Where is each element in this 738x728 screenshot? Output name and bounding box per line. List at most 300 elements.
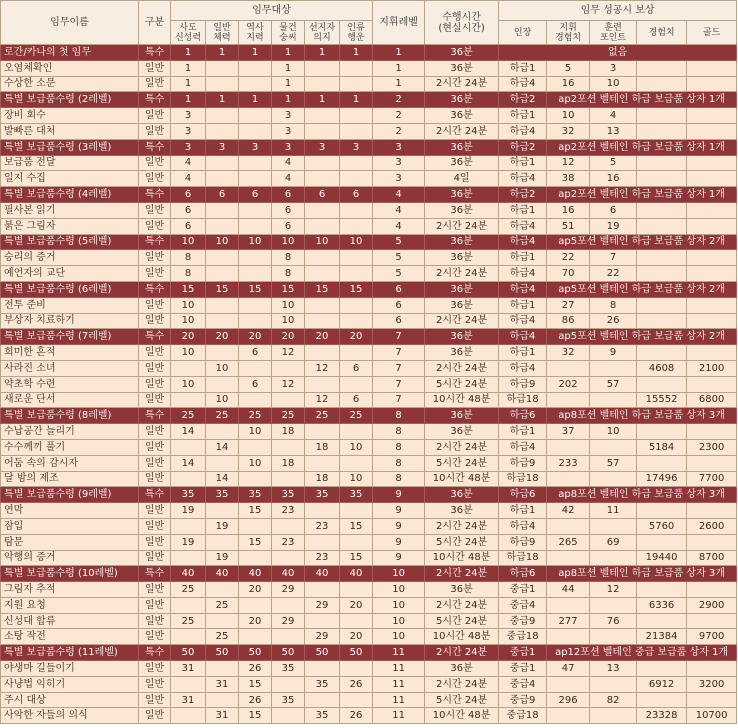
target-cell: 29 <box>305 597 340 613</box>
category-cell: 일반 <box>139 708 171 724</box>
category-cell: 특수 <box>139 187 171 203</box>
mission-name-cell: 새로운 단서 <box>1 392 139 408</box>
target-cell <box>171 360 206 376</box>
training-point-cell: 6 <box>590 202 637 218</box>
training-point-cell: 12 <box>590 582 637 598</box>
command-xp-cell <box>547 597 590 613</box>
target-cell: 26 <box>340 676 373 692</box>
target-cell: 3 <box>272 123 305 139</box>
target-cell <box>206 534 239 550</box>
target-cell: 12 <box>305 392 340 408</box>
training-point-cell: 9 <box>590 345 637 361</box>
target-cell: 15 <box>305 281 340 297</box>
seal-cell: 하급1 <box>499 424 547 440</box>
target-cell: 1 <box>272 92 305 108</box>
training-point-cell: 16 <box>590 171 637 187</box>
mission-name-cell: 특별 보급품수령 (2레벨) <box>1 92 139 108</box>
table-row <box>1 439 737 455</box>
command-xp-cell <box>547 518 590 534</box>
mission-name-cell: 지원 요청 <box>1 597 139 613</box>
target-cell: 26 <box>340 708 373 724</box>
target-cell <box>206 661 239 677</box>
category-cell: 일반 <box>139 534 171 550</box>
target-cell: 1 <box>305 45 340 61</box>
category-cell: 특수 <box>139 408 171 424</box>
target-cell <box>340 155 373 171</box>
category-cell: 일반 <box>139 661 171 677</box>
mission-name-cell: 연막 <box>1 503 139 519</box>
duration-cell: 2시간 24분 <box>425 123 499 139</box>
command-xp-cell: 44 <box>547 582 590 598</box>
training-point-cell <box>590 471 637 487</box>
target-cell <box>272 708 305 724</box>
target-cell: 35 <box>340 487 373 503</box>
target-cell: 8 <box>272 250 305 266</box>
target-cell: 26 <box>239 692 272 708</box>
target-cell <box>340 503 373 519</box>
seal-cell: 하급1 <box>499 155 547 171</box>
mission-name-cell: 악행의 증거 <box>1 550 139 566</box>
target-cell <box>239 250 272 266</box>
reward-item-cell: ap8포션 벨테인 하급 보급품 상자 3개 <box>547 408 737 424</box>
mission-name-cell: 사라진 소녀 <box>1 360 139 376</box>
target-cell <box>272 360 305 376</box>
mission-name-cell: 로간/카나의 첫 임무 <box>1 45 139 61</box>
target-cell <box>206 218 239 234</box>
target-cell <box>305 376 340 392</box>
seal-cell: 중급4 <box>499 597 547 613</box>
target-cell <box>340 250 373 266</box>
duration-cell: 36분 <box>425 408 499 424</box>
gold-cell <box>687 424 737 440</box>
category-cell: 일반 <box>139 123 171 139</box>
target-cell: 6 <box>239 187 272 203</box>
target-cell: 10 <box>206 392 239 408</box>
target-cell: 1 <box>171 60 206 76</box>
target-cell <box>239 155 272 171</box>
target-cell: 20 <box>340 329 373 345</box>
duration-cell: 5시간 24분 <box>425 455 499 471</box>
duration-cell: 10시간 48분 <box>425 629 499 645</box>
target-cell: 3 <box>272 139 305 155</box>
target-cell: 6 <box>305 187 340 203</box>
table-row <box>1 518 737 534</box>
command-level-cell: 1 <box>373 45 425 61</box>
duration-cell: 36분 <box>425 329 499 345</box>
target-cell: 18 <box>272 424 305 440</box>
target-cell <box>272 676 305 692</box>
command-level-cell: 7 <box>373 345 425 361</box>
target-cell <box>340 534 373 550</box>
mission-name-cell: 특별 보급품수령 (5레벨) <box>1 234 139 250</box>
mission-name-cell: 탐문 <box>1 534 139 550</box>
mission-name-cell: 승리의 증거 <box>1 250 139 266</box>
command-xp-cell: 51 <box>547 218 590 234</box>
target-cell <box>206 108 239 124</box>
command-level-cell: 5 <box>373 266 425 282</box>
mission-name-cell: 약초학 수련 <box>1 376 139 392</box>
target-cell: 10 <box>171 234 206 250</box>
xp-cell <box>637 108 687 124</box>
table-row <box>1 250 737 266</box>
seal-cell: 중급18 <box>499 708 547 724</box>
target-cell <box>305 297 340 313</box>
target-cell: 35 <box>272 487 305 503</box>
duration-cell: 2시간 24분 <box>425 218 499 234</box>
target-cell: 50 <box>239 645 272 661</box>
seal-cell: 하급9 <box>499 455 547 471</box>
seal-cell: 하급4 <box>499 329 547 345</box>
table-row <box>1 613 737 629</box>
target-cell <box>340 582 373 598</box>
target-cell: 15 <box>171 281 206 297</box>
duration-cell: 36분 <box>425 187 499 203</box>
target-cell: 19 <box>206 550 239 566</box>
target-cell: 18 <box>272 455 305 471</box>
target-cell: 19 <box>171 503 206 519</box>
target-cell: 29 <box>272 613 305 629</box>
target-cell: 26 <box>239 661 272 677</box>
seal-cell: 하급6 <box>499 566 547 582</box>
table-row <box>1 345 737 361</box>
command-xp-cell <box>547 676 590 692</box>
target-cell: 15 <box>239 281 272 297</box>
table-row <box>1 629 737 645</box>
seal-cell: 하급4 <box>499 123 547 139</box>
xp-cell: 4608 <box>637 360 687 376</box>
gold-cell <box>687 218 737 234</box>
target-cell: 35 <box>305 487 340 503</box>
header-target-1: 일반 체력 <box>206 21 239 45</box>
category-cell: 특수 <box>139 566 171 582</box>
category-cell: 일반 <box>139 376 171 392</box>
target-cell <box>305 108 340 124</box>
training-point-cell: 8 <box>590 297 637 313</box>
xp-cell <box>637 661 687 677</box>
target-cell: 35 <box>272 661 305 677</box>
command-level-cell: 9 <box>373 503 425 519</box>
target-cell: 12 <box>272 376 305 392</box>
target-cell: 1 <box>171 92 206 108</box>
target-cell: 6 <box>171 202 206 218</box>
target-cell: 3 <box>340 139 373 155</box>
category-cell: 일반 <box>139 108 171 124</box>
command-level-cell: 7 <box>373 376 425 392</box>
target-cell: 31 <box>171 692 206 708</box>
header-reward-1: 지휘 경험치 <box>547 21 590 45</box>
gold-cell <box>687 250 737 266</box>
seal-cell: 하급2 <box>499 92 547 108</box>
gold-cell: 2900 <box>687 597 737 613</box>
target-cell <box>206 266 239 282</box>
target-cell: 25 <box>340 408 373 424</box>
seal-cell: 하급18 <box>499 550 547 566</box>
mission-name-cell: 특별 보급품수령 (8레벨) <box>1 408 139 424</box>
target-cell <box>206 171 239 187</box>
table-row <box>1 266 737 282</box>
target-cell: 6 <box>340 360 373 376</box>
seal-cell: 하급18 <box>499 471 547 487</box>
duration-cell: 36분 <box>425 60 499 76</box>
target-cell: 25 <box>305 408 340 424</box>
command-level-cell: 6 <box>373 281 425 297</box>
table-row <box>1 424 737 440</box>
target-cell <box>305 171 340 187</box>
command-level-cell: 10 <box>373 582 425 598</box>
target-cell: 20 <box>239 329 272 345</box>
target-cell: 20 <box>239 613 272 629</box>
target-cell <box>340 202 373 218</box>
command-level-cell: 9 <box>373 550 425 566</box>
target-cell <box>340 692 373 708</box>
category-cell: 일반 <box>139 424 171 440</box>
duration-cell: 36분 <box>425 92 499 108</box>
target-cell: 15 <box>340 550 373 566</box>
category-cell: 일반 <box>139 597 171 613</box>
target-cell: 1 <box>340 45 373 61</box>
command-level-cell: 8 <box>373 424 425 440</box>
training-point-cell: 11 <box>590 503 637 519</box>
target-cell <box>206 202 239 218</box>
reward-item-cell: ap2포션 벨테인 하급 보급품 상자 1개 <box>547 187 737 203</box>
target-cell <box>272 439 305 455</box>
gold-cell <box>687 108 737 124</box>
seal-cell: 하급9 <box>499 534 547 550</box>
command-xp-cell: 22 <box>547 250 590 266</box>
target-cell <box>171 392 206 408</box>
target-cell: 1 <box>272 60 305 76</box>
target-cell <box>239 597 272 613</box>
target-cell: 10 <box>171 297 206 313</box>
category-cell: 일반 <box>139 692 171 708</box>
command-xp-cell: 47 <box>547 661 590 677</box>
target-cell: 4 <box>171 155 206 171</box>
command-level-cell: 7 <box>373 360 425 376</box>
target-cell: 1 <box>272 45 305 61</box>
table-row <box>1 234 737 250</box>
table-row <box>1 503 737 519</box>
training-point-cell: 22 <box>590 266 637 282</box>
target-cell <box>340 60 373 76</box>
reward-item-cell: ap2포션 벨테인 하급 보급품 상자 1개 <box>547 92 737 108</box>
duration-cell: 36분 <box>425 281 499 297</box>
xp-cell <box>637 613 687 629</box>
mission-name-cell: 전투 준비 <box>1 297 139 313</box>
table-row <box>1 708 737 724</box>
target-cell <box>206 155 239 171</box>
target-cell: 15 <box>272 281 305 297</box>
duration-cell: 2시간 24분 <box>425 439 499 455</box>
duration-cell: 36분 <box>425 487 499 503</box>
command-level-cell: 11 <box>373 708 425 724</box>
training-point-cell <box>590 708 637 724</box>
gold-cell <box>687 692 737 708</box>
xp-cell: 21384 <box>637 629 687 645</box>
mission-name-cell: 그림자 추적 <box>1 582 139 598</box>
gold-cell <box>687 455 737 471</box>
command-level-cell: 6 <box>373 313 425 329</box>
table-row <box>1 218 737 234</box>
command-level-cell: 9 <box>373 518 425 534</box>
target-cell <box>239 297 272 313</box>
target-cell: 15 <box>206 281 239 297</box>
command-xp-cell: 12 <box>547 155 590 171</box>
category-cell: 일반 <box>139 676 171 692</box>
category-cell: 일반 <box>139 360 171 376</box>
target-cell: 3 <box>171 108 206 124</box>
command-xp-cell <box>547 629 590 645</box>
target-cell <box>340 455 373 471</box>
seal-cell: 하급4 <box>499 234 547 250</box>
seal-cell: 중급1 <box>499 582 547 598</box>
reward-item-cell: ap8포션 벨테인 하급 보급품 상자 3개 <box>547 566 737 582</box>
duration-cell: 2시간 24분 <box>425 645 499 661</box>
target-cell <box>206 345 239 361</box>
seal-cell: 하급1 <box>499 202 547 218</box>
command-level-cell: 7 <box>373 392 425 408</box>
target-cell: 19 <box>171 534 206 550</box>
category-cell: 일반 <box>139 503 171 519</box>
mission-name-cell: 보급품 전달 <box>1 155 139 171</box>
training-point-cell <box>590 439 637 455</box>
target-cell: 20 <box>171 329 206 345</box>
command-xp-cell: 233 <box>547 455 590 471</box>
target-cell: 6 <box>171 218 206 234</box>
duration-cell: 36분 <box>425 250 499 266</box>
training-point-cell: 26 <box>590 313 637 329</box>
target-cell <box>206 76 239 92</box>
target-cell: 35 <box>305 708 340 724</box>
target-cell: 18 <box>305 439 340 455</box>
reward-item-cell: ap12포션 벨테인 중급 보급품 상자 1개 <box>547 645 737 661</box>
duration-cell: 36분 <box>425 424 499 440</box>
command-xp-cell: 16 <box>547 202 590 218</box>
mission-name-cell: 수수께끼 풀기 <box>1 439 139 455</box>
target-cell: 6 <box>272 218 305 234</box>
header-reward-group: 임무 성공시 보상 <box>499 1 737 21</box>
seal-cell: 하급4 <box>499 76 547 92</box>
duration-cell: 2시간 24분 <box>425 566 499 582</box>
table-row <box>1 92 737 108</box>
seal-cell: 하급4 <box>499 266 547 282</box>
target-cell <box>272 392 305 408</box>
target-cell: 25 <box>171 613 206 629</box>
target-cell: 14 <box>171 424 206 440</box>
gold-cell: 8700 <box>687 550 737 566</box>
seal-cell: 하급4 <box>499 518 547 534</box>
duration-cell: 36분 <box>425 202 499 218</box>
command-level-cell: 4 <box>373 218 425 234</box>
target-cell: 35 <box>206 487 239 503</box>
xp-cell <box>637 424 687 440</box>
command-xp-cell: 38 <box>547 171 590 187</box>
seal-cell: 하급1 <box>499 60 547 76</box>
command-xp-cell: 32 <box>547 345 590 361</box>
target-cell: 10 <box>171 313 206 329</box>
duration-cell: 2시간 24분 <box>425 76 499 92</box>
gold-cell: 6800 <box>687 392 737 408</box>
duration-cell: 36분 <box>425 108 499 124</box>
header-target-4: 선지자 의지 <box>305 21 340 45</box>
target-cell <box>305 534 340 550</box>
command-xp-cell: 16 <box>547 76 590 92</box>
mission-name-cell: 사냥법 익히기 <box>1 676 139 692</box>
target-cell <box>272 471 305 487</box>
xp-cell <box>637 202 687 218</box>
target-cell <box>305 60 340 76</box>
target-cell <box>206 424 239 440</box>
mission-name-cell: 특별 보급품수령 (6레벨) <box>1 281 139 297</box>
command-level-cell: 6 <box>373 297 425 313</box>
target-cell: 1 <box>206 92 239 108</box>
target-cell: 15 <box>239 503 272 519</box>
target-cell <box>171 676 206 692</box>
target-cell: 35 <box>272 692 305 708</box>
target-cell: 6 <box>239 345 272 361</box>
target-cell: 50 <box>206 645 239 661</box>
reward-item-cell: ap5포션 벨테인 하급 보급품 상자 2개 <box>547 329 737 345</box>
header-target-3: 물건 숭씨 <box>272 21 305 45</box>
training-point-cell: 69 <box>590 534 637 550</box>
duration-cell: 36분 <box>425 139 499 155</box>
target-cell: 25 <box>171 582 206 598</box>
target-cell <box>239 629 272 645</box>
target-cell: 25 <box>171 408 206 424</box>
seal-cell: 중급9 <box>499 692 547 708</box>
command-level-cell: 8 <box>373 439 425 455</box>
gold-cell <box>687 376 737 392</box>
mission-name-cell: 어둠 속의 감시자 <box>1 455 139 471</box>
gold-cell <box>687 661 737 677</box>
gold-cell <box>687 313 737 329</box>
command-level-cell: 8 <box>373 471 425 487</box>
gold-cell <box>687 155 737 171</box>
target-cell <box>305 266 340 282</box>
table-row <box>1 329 737 345</box>
category-cell: 특수 <box>139 139 171 155</box>
command-xp-cell <box>547 708 590 724</box>
seal-cell: 하급1 <box>499 108 547 124</box>
duration-cell: 2시간 24분 <box>425 360 499 376</box>
target-cell <box>305 76 340 92</box>
command-level-cell: 5 <box>373 250 425 266</box>
mission-name-cell: 희미한 흔적 <box>1 345 139 361</box>
table-row <box>1 108 737 124</box>
gold-cell <box>687 171 737 187</box>
duration-cell: 36분 <box>425 45 499 61</box>
category-cell: 일반 <box>139 202 171 218</box>
table-row <box>1 297 737 313</box>
command-level-cell: 3 <box>373 139 425 155</box>
target-cell: 31 <box>206 708 239 724</box>
target-cell <box>239 550 272 566</box>
table-row <box>1 645 737 661</box>
training-point-cell: 7 <box>590 250 637 266</box>
duration-cell: 2시간 24분 <box>425 597 499 613</box>
xp-cell <box>637 376 687 392</box>
xp-cell <box>637 455 687 471</box>
command-xp-cell: 202 <box>547 376 590 392</box>
header-target-2: 역사 지력 <box>239 21 272 45</box>
seal-cell: 중급4 <box>499 676 547 692</box>
target-cell <box>239 171 272 187</box>
target-cell: 10 <box>206 234 239 250</box>
target-cell: 4 <box>272 155 305 171</box>
xp-cell <box>637 218 687 234</box>
xp-cell <box>637 250 687 266</box>
command-xp-cell <box>547 360 590 376</box>
target-cell <box>239 218 272 234</box>
